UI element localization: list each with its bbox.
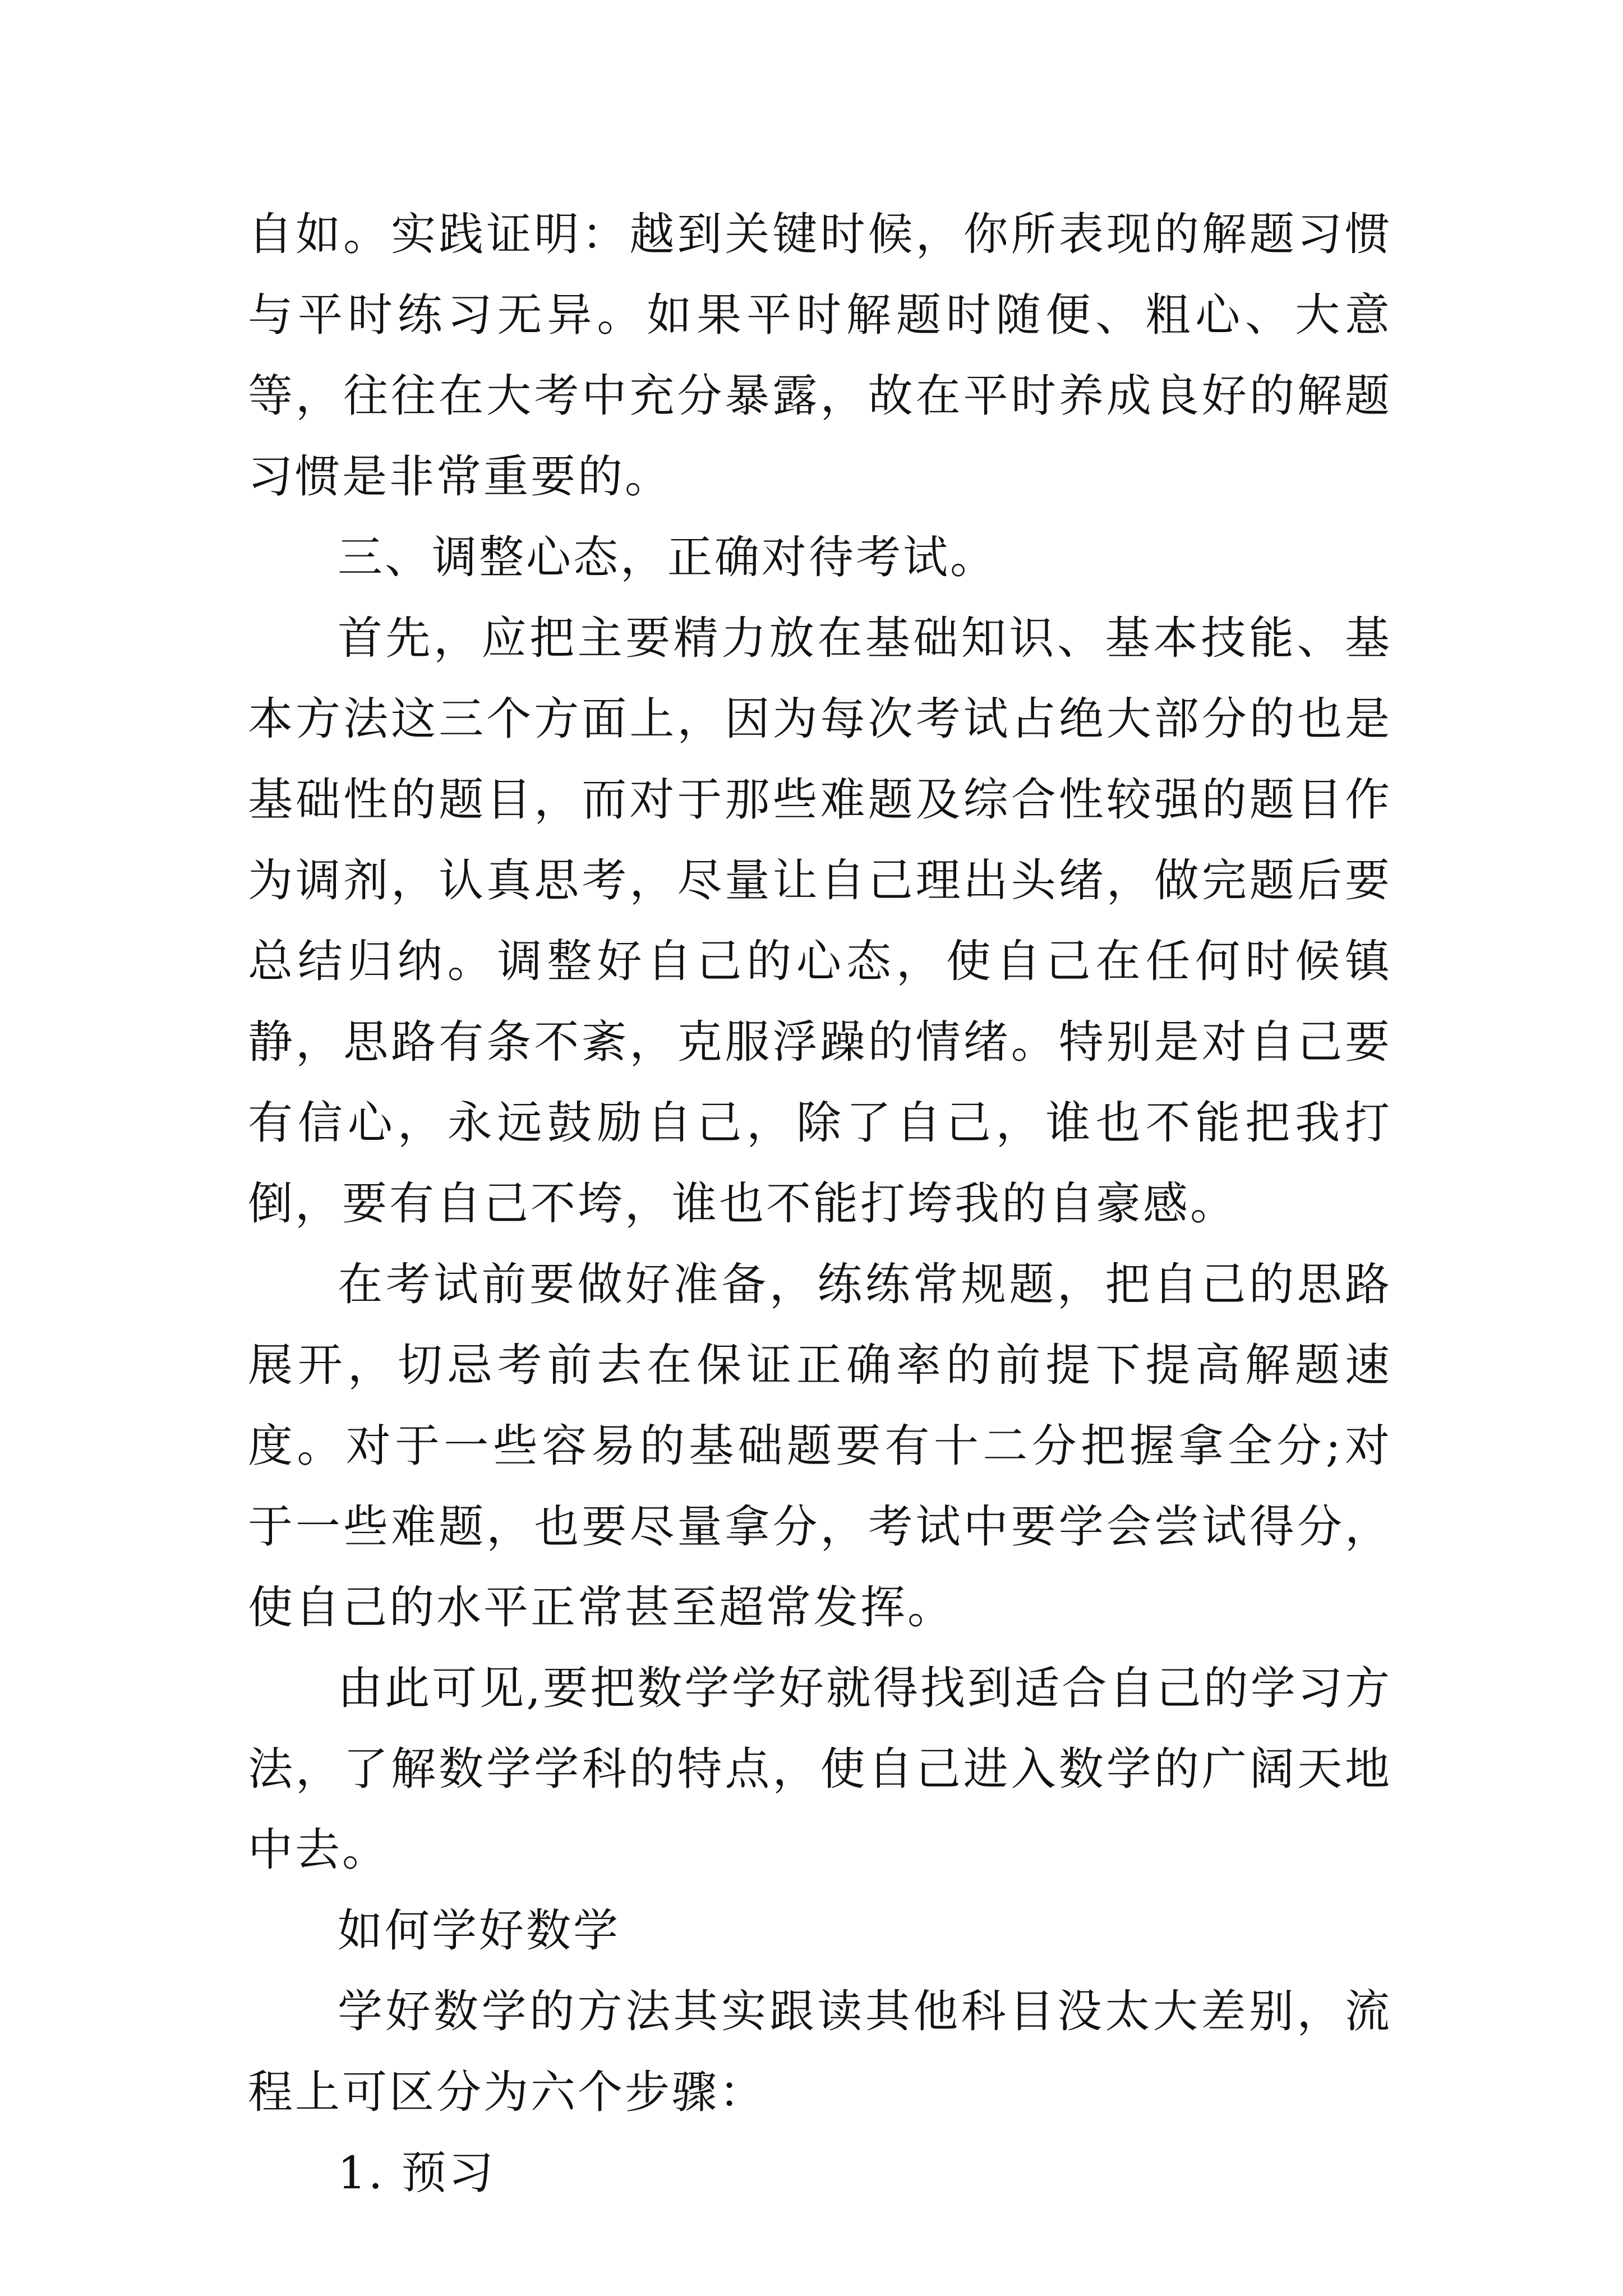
paragraph-4: 在考试前要做好准备，练练常规题，把自己的思路展开，切忌考前去在保证正确率的前提下提高解题速度。对于一些容易的基础题要有十二分把握拿全分;对于一些难题，也要尽量拿分，考试中要学会尝试得分，使自己的水平正常甚至超常发挥。 — [248, 1258, 1392, 1634]
title-how-to-learn-math: 如何学好数学 — [338, 1904, 620, 1957]
paragraph-7: 学好数学的方法其实跟读其他科目没太大差别，流程上可区分为六个步骤： — [248, 1985, 1392, 2118]
document-body — [248, 194, 1392, 2214]
section-heading-3: 三、调整心态，正确对待考试。 — [338, 531, 997, 583]
paragraph-5: 由此可见,要把数学学好就得找到适合自己的学习方法，了解数学学科的特点，使自己进入数学的广阔天地中去。 — [248, 1662, 1392, 1876]
paragraph-1: 自如。实践证明：越到关键时候，你所表现的解题习惯与平时练习无异。如果平时解题时随便、粗心、大意等，往往在大考中充分暴露，故在平时养成良好的解题习惯是非常重要的。 — [248, 208, 1392, 503]
list-item-1: 1. 预习 — [338, 2147, 496, 2199]
paragraph-3: 首先，应把主要精力放在基础知识、基本技能、基本方法这三个方面上，因为每次考试占绝大部分的也是基础性的题目，而对于那些难题及综合性较强的题目作为调剂，认真思考，尽量让自己理出头绪，做完题后要总结归纳。调整好自己的心态，使自己在任何时候镇静，思路有条不紊，克服浮躁的情绪。特别是对自己要有信心，永远鼓励自己，除了自己，谁也不能把我打倒，要有自己不垮，谁也不能打垮我的自豪感。 — [248, 612, 1392, 1230]
